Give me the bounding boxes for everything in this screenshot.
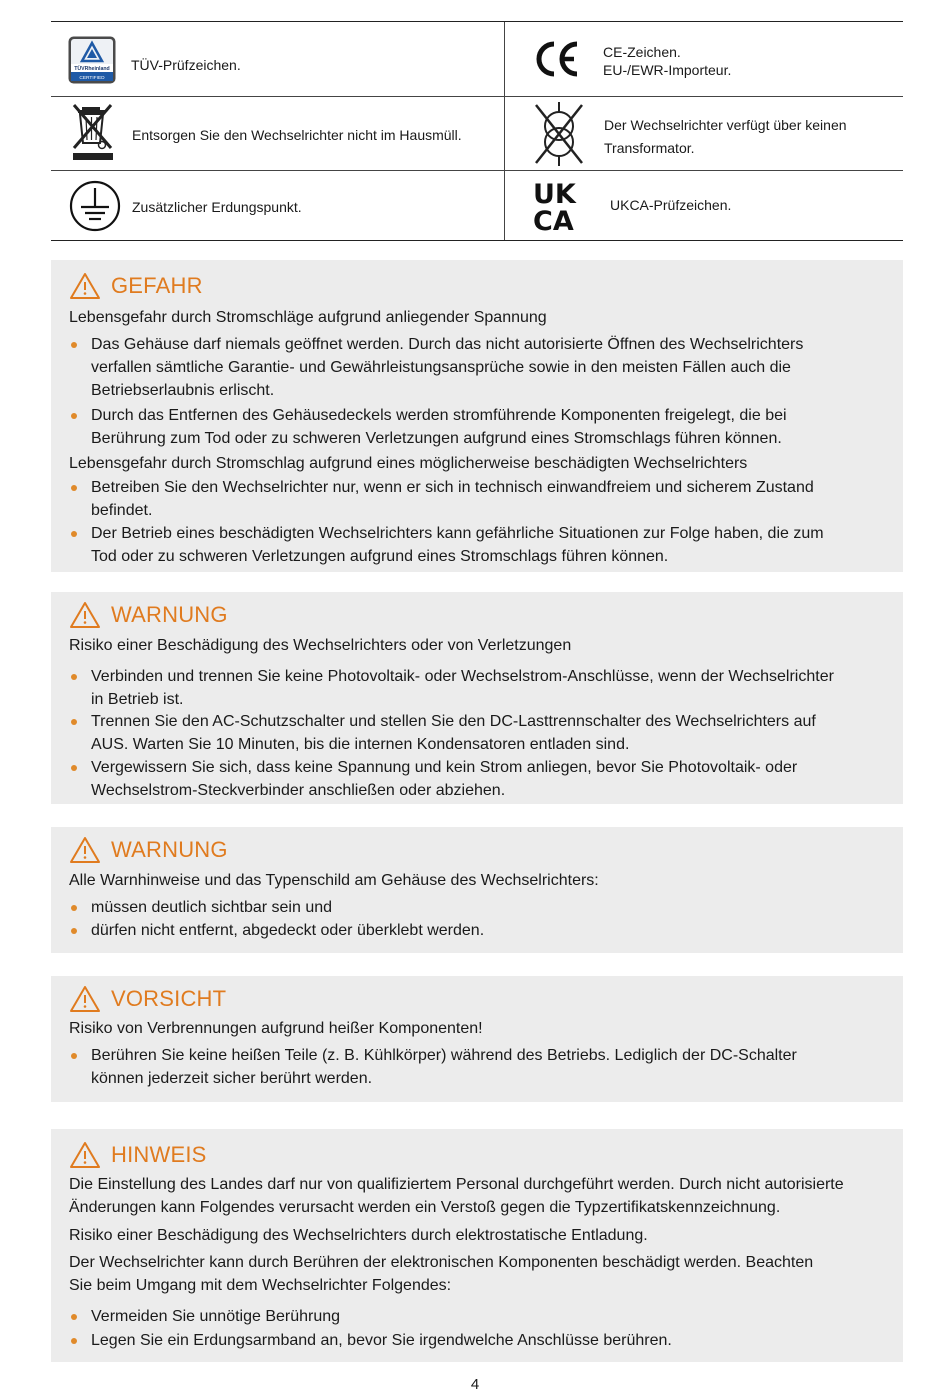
list-item: Legen Sie ein Erdungsarmband an, bevor Sie irgendwelche Anschlüsse berühren.	[69, 1329, 897, 1352]
earth-cell	[51, 171, 504, 240]
svg-text:UK: UK	[533, 180, 576, 210]
table-row	[51, 22, 903, 96]
tuv-icon	[68, 36, 116, 84]
notice-title: HINWEIS	[111, 1142, 207, 1167]
ce-caption-line2: EU-/EWR-Importeur.	[603, 62, 732, 78]
warning-box-1	[51, 592, 903, 804]
notice-paragraph-2: Risiko einer Beschädigung des Wechselrichters durch elektrostatische Entladung.	[69, 1227, 648, 1244]
list-item: Berühren Sie keine heißen Teile (z. B. Kühlkörper) während des Betriebs. Lediglich der DC-Schalter können jederzeit sicher berührt werden.	[69, 1044, 897, 1090]
list-item: Vergewissern Sie sich, dass keine Spannung und kein Strom anliegen, bevor Sie Photovoltaik- oder Wechselstrom-Steckverbinder anschließen oder abziehen.	[69, 756, 897, 802]
warning-title-1: WARNUNG	[111, 602, 228, 627]
ukca-icon	[533, 180, 585, 232]
tuv-caption: TÜV-Prüfzeichen.	[131, 57, 241, 73]
notice-paragraph-3: Der Wechselrichter kann durch Berühren der elektronischen Komponenten beschädigt werden. Beachten Sie beim Umgang mit dem Wechselrichter Folgendes:	[69, 1254, 814, 1295]
table-row	[51, 170, 903, 240]
disposal-caption: Entsorgen Sie den Wechselrichter nicht im Hausmüll.	[132, 127, 462, 143]
earth-ground-icon	[69, 180, 121, 232]
warning-title-2: WARNUNG	[111, 837, 228, 862]
ukca-caption: UKCA-Prüfzeichen.	[610, 197, 732, 213]
tuv-cell	[51, 22, 504, 96]
caution-subheading: Risiko von Verbrennungen aufgrund heißer Komponenten!	[69, 1020, 483, 1037]
warning-subheading-1: Risiko einer Beschädigung des Wechselrichters oder von Verletzungen	[69, 637, 572, 654]
svg-text:TÜVRheinland: TÜVRheinland	[74, 66, 110, 72]
ce-icon	[534, 41, 580, 77]
warning-box-2	[51, 827, 903, 953]
list-item: Durch das Entfernen des Gehäusedeckels werden stromführende Komponenten freigelegt, die bei Berührung zum Tod oder zu schweren Verletzungen aufgrund eines Stromschlags führen können.	[69, 404, 897, 450]
list-item: Vermeiden Sie unnötige Berührung	[69, 1305, 897, 1328]
warning-triangle-icon	[69, 1141, 101, 1169]
list-item: müssen deutlich sichtbar sein und	[69, 896, 897, 919]
danger-subheading-1: Lebensgefahr durch Stromschläge aufgrund anliegender Spannung	[69, 309, 547, 326]
no-transformer-icon	[533, 102, 585, 166]
danger-box	[51, 260, 903, 572]
list-item: Betreiben Sie den Wechselrichter nur, wenn er sich in technisch einwandfreiem und sicherem Zustand befindet.	[69, 476, 897, 522]
warning-triangle-icon	[69, 985, 101, 1013]
list-item: Trennen Sie den AC-Schutzschalter und stellen Sie den DC-Lasttrennschalter des Wechselrichters auf AUS. Warten Sie 10 Minuten, bis die internen Kondensatoren entladen sind.	[69, 710, 897, 756]
warning-triangle-icon	[69, 272, 101, 300]
notice-paragraph-1: Die Einstellung des Landes darf nur von qualifiziertem Personal durchgeführt werden. Durch nicht autorisierte Änderungen kann Folgendes verursacht werden ein Verstoß gegen die Typzertifikatskennzeichnung.	[69, 1176, 844, 1217]
page-number: 4	[470, 1376, 480, 1393]
svg-text:CERTIFIED: CERTIFIED	[79, 76, 105, 81]
no-transformer-caption-line2: Transformator.	[604, 140, 695, 156]
disposal-cell	[51, 97, 504, 171]
list-item: dürfen nicht entfernt, abgedeckt oder überklebt werden.	[69, 919, 897, 942]
weee-bin-icon	[71, 101, 117, 165]
no-transformer-caption-line1: Der Wechselrichter verfügt über keinen	[604, 117, 847, 133]
symbol-table	[51, 21, 903, 241]
caution-title: VORSICHT	[111, 986, 227, 1011]
warning-triangle-icon	[69, 601, 101, 629]
danger-title: GEFAHR	[111, 273, 203, 298]
notice-box	[51, 1129, 903, 1362]
table-row	[51, 96, 903, 171]
list-item: Verbinden und trennen Sie keine Photovoltaik- oder Wechselstrom-Anschlüsse, wenn der Wechselrichter in Betrieb ist.	[69, 665, 903, 711]
ce-caption-line1: CE-Zeichen.	[603, 44, 681, 60]
list-item: Der Betrieb eines beschädigten Wechselrichters kann gefährliche Situationen zur Folge haben, die zum Tod oder zu schweren Verletzungen aufgrund eines Stromschlags führen können.	[69, 522, 897, 568]
danger-subheading-2: Lebensgefahr durch Stromschlag aufgrund eines möglicherweise beschädigten Wechselrichters	[69, 455, 748, 472]
ukca-cell	[505, 171, 903, 240]
warning-subheading-2: Alle Warnhinweise und das Typenschild am Gehäuse des Wechselrichters:	[69, 872, 599, 889]
svg-text:CA: CA	[533, 206, 574, 232]
ce-cell	[505, 22, 903, 96]
warning-triangle-icon	[69, 836, 101, 864]
no-transformer-cell	[505, 97, 903, 171]
caution-box	[51, 976, 903, 1102]
earth-caption: Zusätzlicher Erdungspunkt.	[132, 199, 302, 215]
list-item: Das Gehäuse darf niemals geöffnet werden. Durch das nicht autorisierte Öffnen des Wechselrichters verfallen sämtliche Garantie- und Gewährleistungsansprüche sowie in den meisten Fällen auch die Betriebserlaubnis erlischt.	[69, 333, 897, 403]
